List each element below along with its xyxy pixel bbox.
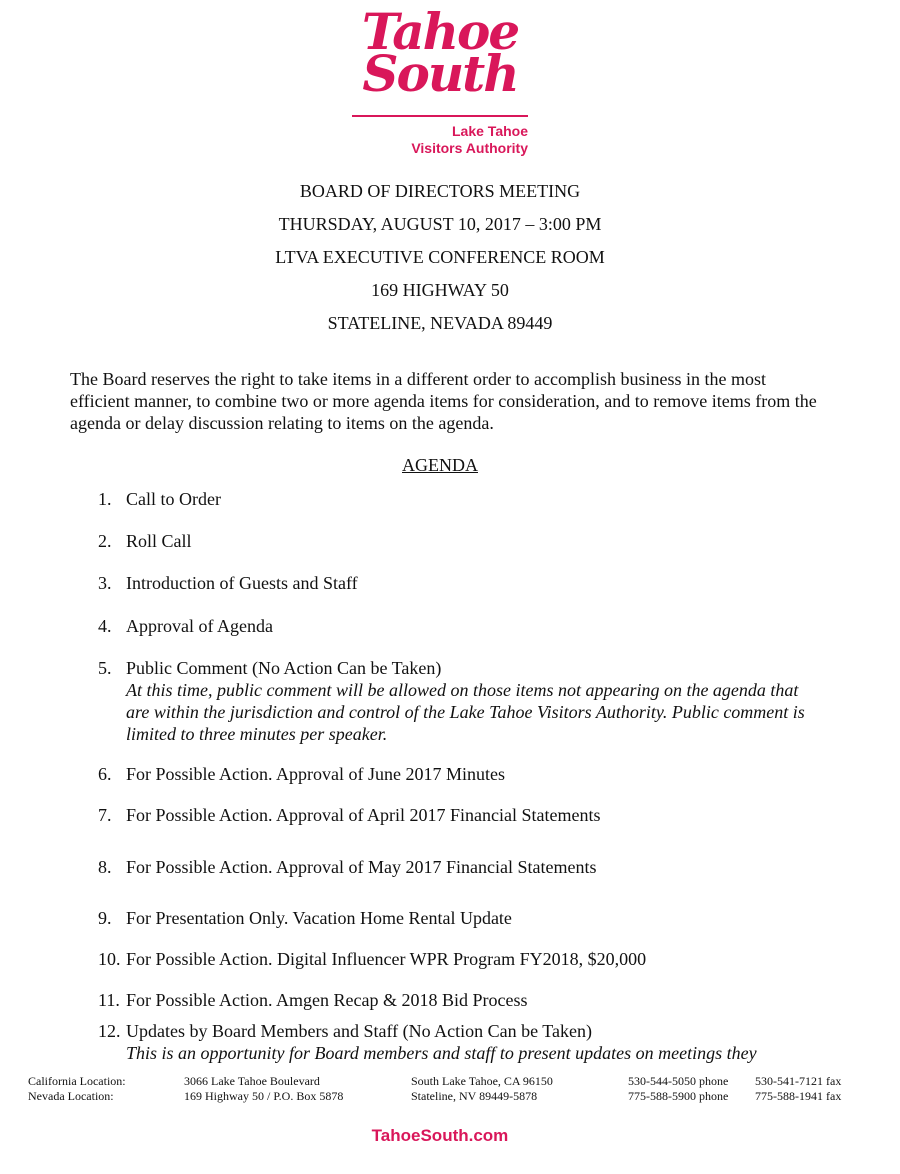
agenda-item-number: 3. xyxy=(98,573,112,593)
logo-subtitle-line1: Lake Tahoe xyxy=(452,123,528,139)
agenda-item-number: 1. xyxy=(98,489,112,509)
meeting-city: STATELINE, NEVADA 89449 xyxy=(327,313,553,333)
agenda-item-number: 9. xyxy=(98,908,112,928)
footer-ca-city: South Lake Tahoe, CA 96150 xyxy=(411,1074,553,1088)
agenda-item-note: At this time, public comment will be allowed on those items not appearing on the agenda that are within the jurisdiction and control of the Lake Tahoe Visitors Authority. Public comment is limited to three minutes per speaker. xyxy=(126,680,805,744)
logo-divider xyxy=(352,115,528,117)
agenda-item-text: For Presentation Only. Vacation Home Rental Update xyxy=(126,908,512,928)
agenda-item-text: Roll Call xyxy=(126,531,192,551)
agenda-item-number: 6. xyxy=(98,764,112,784)
footer-nv-phone: 775-588-5900 phone xyxy=(628,1089,729,1103)
logo-word-tahoe: Tahoe xyxy=(361,2,519,61)
agenda-item-text: For Possible Action. Digital Influencer WPR Program FY2018, $20,000 xyxy=(126,949,647,969)
logo-word-south: South xyxy=(362,44,518,103)
agenda-item-text: For Possible Action. Approval of April 2017 Financial Statements xyxy=(126,805,601,825)
agenda-item xyxy=(98,572,818,594)
footer-nv-address: 169 Highway 50 / P.O. Box 5878 xyxy=(184,1089,344,1103)
agenda-item-text: For Possible Action. Approval of June 2017 Minutes xyxy=(126,764,505,784)
meeting-room: LTVA EXECUTIVE CONFERENCE ROOM xyxy=(275,247,605,267)
footer-nv-fax: 775-588-1941 fax xyxy=(755,1089,842,1103)
agenda-item xyxy=(98,1020,818,1064)
agenda-item-text: Updates by Board Members and Staff (No Action Can be Taken) xyxy=(126,1021,592,1041)
footer-nv-label: Nevada Location: xyxy=(28,1089,114,1103)
footer-nv-city: Stateline, NV 89449-5878 xyxy=(411,1089,538,1103)
agenda-item xyxy=(98,856,818,878)
meeting-street: 169 HIGHWAY 50 xyxy=(371,280,509,300)
agenda-item-number: 12. xyxy=(98,1021,121,1041)
agenda-item xyxy=(98,948,818,970)
footer-ca-address: 3066 Lake Tahoe Boulevard xyxy=(184,1074,320,1088)
agenda-item xyxy=(98,907,818,929)
agenda-item-number: 8. xyxy=(98,857,112,877)
agenda-item-note: This is an opportunity for Board members and staff to present updates on meetings they xyxy=(126,1043,757,1063)
footer-ca-label: California Location: xyxy=(28,1074,126,1088)
meeting-title: BOARD OF DIRECTORS MEETING xyxy=(299,181,581,201)
agenda-item-text: Introduction of Guests and Staff xyxy=(126,573,358,593)
agenda-item xyxy=(98,615,818,637)
agenda-item-number: 7. xyxy=(98,805,112,825)
agenda-item-number: 11. xyxy=(98,990,120,1010)
logo-subtitle-line2: Visitors Authority xyxy=(411,140,528,156)
agenda-item-text: Approval of Agenda xyxy=(126,616,273,636)
agenda-item xyxy=(98,989,818,1011)
footer-ca-phone: 530-544-5050 phone xyxy=(628,1074,729,1088)
agenda-item-number: 10. xyxy=(98,949,121,969)
website-link[interactable]: TahoeSouth.com xyxy=(371,1126,509,1145)
tahoe-south-logo xyxy=(340,0,540,160)
intro-paragraph: The Board reserves the right to take items in a different order to accomplish business in the most efficient manner, to combine two or more agenda items for consideration, and to remove items from the agenda or delay discussion relating to items on the agenda. xyxy=(70,369,817,433)
agenda-item xyxy=(98,488,818,510)
agenda-item xyxy=(98,530,818,552)
meeting-date: THURSDAY, AUGUST 10, 2017 – 3:00 PM xyxy=(278,214,602,234)
agenda-item xyxy=(98,657,818,745)
agenda-item-text: For Possible Action. Amgen Recap & 2018 Bid Process xyxy=(126,990,528,1010)
agenda-item xyxy=(98,804,818,826)
agenda-item-number: 5. xyxy=(98,658,112,678)
agenda-title: AGENDA xyxy=(402,455,478,475)
agenda-item-text: Call to Order xyxy=(126,489,221,509)
agenda-item-number: 4. xyxy=(98,616,112,636)
footer-ca-fax: 530-541-7121 fax xyxy=(755,1074,842,1088)
agenda-item-text: For Possible Action. Approval of May 2017 Financial Statements xyxy=(126,857,597,877)
agenda-item-text: Public Comment (No Action Can be Taken) xyxy=(126,658,442,678)
agenda-item xyxy=(98,763,818,785)
agenda-item-number: 2. xyxy=(98,531,112,551)
